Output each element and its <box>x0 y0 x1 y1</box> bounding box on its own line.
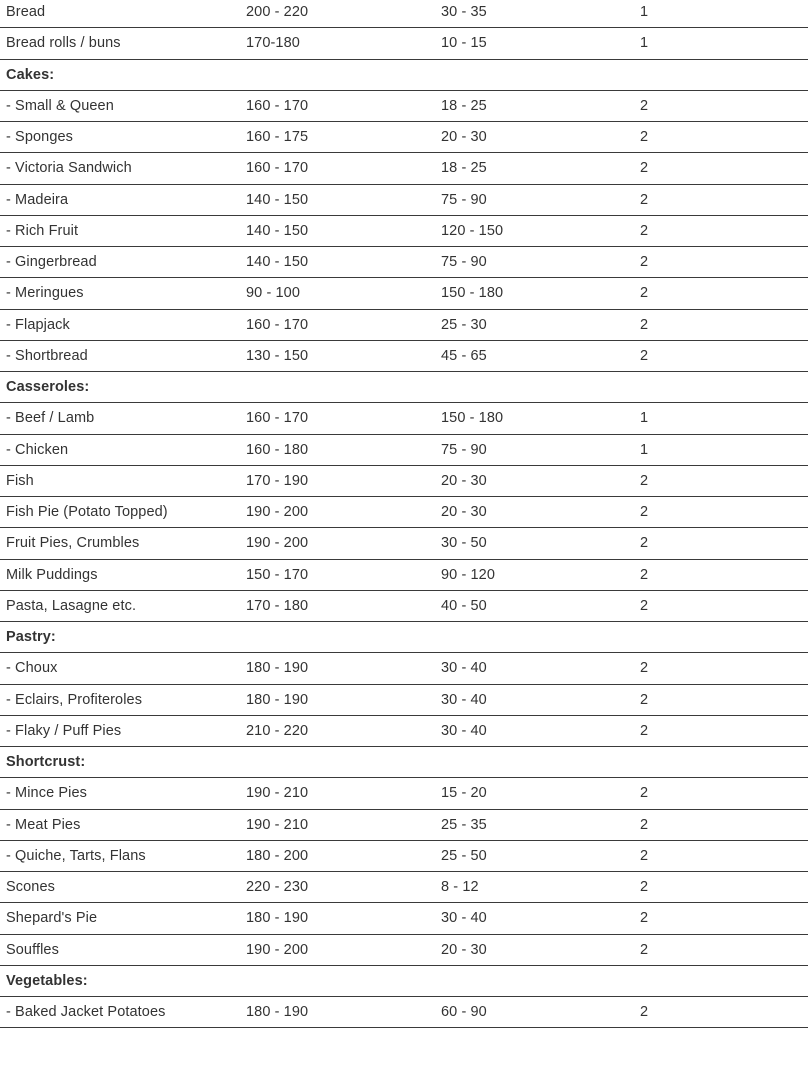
food-name-cell: - Victoria Sandwich <box>6 160 132 177</box>
cooking-time-cell: 90 - 120 <box>441 566 496 583</box>
shelf-position-cell: 2 <box>640 597 649 614</box>
shelf-position-cell: 1 <box>640 4 649 20</box>
cooking-time-cell: 75 - 90 <box>441 441 487 458</box>
table-row <box>0 903 808 934</box>
table-row <box>0 403 808 434</box>
food-name-cell: - Eclairs, Profiteroles <box>6 691 143 708</box>
shelf-position-cell: 2 <box>640 316 649 333</box>
table-row <box>0 28 808 59</box>
table-row <box>0 91 808 122</box>
temperature-cell: 180 - 190 <box>246 691 309 708</box>
table-row <box>0 653 808 684</box>
cooking-time-cell: 30 - 40 <box>441 691 487 708</box>
temperature-cell: 140 - 150 <box>246 254 309 270</box>
shelf-position-cell: 2 <box>640 191 649 208</box>
food-name-cell: - Flapjack <box>6 316 70 333</box>
food-name-cell: Milk Puddings <box>6 566 98 583</box>
shelf-position-cell: 2 <box>640 847 649 864</box>
section-header-row <box>0 60 808 91</box>
shelf-position-cell: 2 <box>640 97 649 114</box>
temperature-cell: 170 - 190 <box>246 472 309 489</box>
cooking-time-cell: 120 - 150 <box>441 222 504 239</box>
cooking-time-cell: 18 - 25 <box>441 160 487 177</box>
food-name-cell: - Baked Jacket Potatoes <box>6 1004 166 1020</box>
temperature-cell: 180 - 190 <box>246 910 309 927</box>
food-name-cell: - Gingerbread <box>6 254 97 270</box>
temperature-cell: 90 - 100 <box>246 285 301 302</box>
section-header-row <box>0 747 808 778</box>
shelf-position-cell: 2 <box>640 722 649 739</box>
cooking-time-cell: 18 - 25 <box>441 97 487 114</box>
temperature-cell: 220 - 230 <box>246 879 309 895</box>
table-row <box>0 716 808 747</box>
table-row <box>0 122 808 153</box>
section-header-row <box>0 372 808 403</box>
food-name-cell: Scones <box>6 879 55 895</box>
cooking-time-cell: 150 - 180 <box>441 285 504 302</box>
shelf-position-cell: 2 <box>640 535 649 552</box>
table-row <box>0 497 808 528</box>
food-name-cell: - Shortbread <box>6 347 88 364</box>
temperature-cell: 160 - 170 <box>246 410 309 427</box>
food-name-cell: - Mince Pies <box>6 785 87 802</box>
temperature-cell: 140 - 150 <box>246 191 309 208</box>
section-header-row <box>0 622 808 653</box>
shelf-position-cell: 1 <box>640 441 649 458</box>
food-name-cell: - Madeira <box>6 191 69 208</box>
cooking-time-cell: 75 - 90 <box>441 254 487 270</box>
temperature-cell: 170 - 180 <box>246 597 309 614</box>
table-row <box>0 216 808 247</box>
shelf-position-cell: 2 <box>640 222 649 239</box>
food-name-cell: Bread <box>6 4 46 20</box>
temperature-cell: 170-180 <box>246 35 300 52</box>
temperature-cell: 150 - 170 <box>246 566 309 583</box>
food-name-cell: Souffles <box>6 941 59 958</box>
temperature-cell: 200 - 220 <box>246 4 309 20</box>
shelf-position-cell: 2 <box>640 660 649 677</box>
shelf-position-cell: 2 <box>640 879 649 895</box>
shelf-position-cell: 2 <box>640 1004 649 1020</box>
shelf-position-cell: 2 <box>640 941 649 958</box>
shelf-position-cell: 2 <box>640 472 649 489</box>
table-row <box>0 935 808 966</box>
temperature-cell: 160 - 180 <box>246 441 309 458</box>
table-row <box>0 185 808 216</box>
cooking-time-cell: 30 - 40 <box>441 660 487 677</box>
section-header-row <box>0 966 808 997</box>
section-heading: Casseroles: <box>6 379 90 395</box>
section-heading: Pastry: <box>6 629 56 645</box>
food-name-cell: - Small & Queen <box>6 97 114 114</box>
food-name-cell: - Rich Fruit <box>6 222 79 239</box>
cooking-time-cell: 20 - 30 <box>441 941 487 958</box>
table-row <box>0 310 808 341</box>
temperature-cell: 130 - 150 <box>246 347 309 364</box>
cooking-time-cell: 45 - 65 <box>441 347 487 364</box>
section-heading: Vegetables: <box>6 972 88 989</box>
shelf-position-cell: 2 <box>640 254 649 270</box>
shelf-position-cell: 2 <box>640 129 649 145</box>
food-name-cell: - Beef / Lamb <box>6 410 95 427</box>
table-row <box>0 435 808 466</box>
food-name-cell: Fruit Pies, Crumbles <box>6 535 140 552</box>
table-row <box>0 685 808 716</box>
shelf-position-cell: 2 <box>640 504 649 520</box>
temperature-cell: 180 - 200 <box>246 847 309 864</box>
table-row <box>0 560 808 591</box>
shelf-position-cell: 1 <box>640 410 649 427</box>
cooking-time-cell: 25 - 35 <box>441 816 487 833</box>
cooking-time-cell: 40 - 50 <box>441 597 487 614</box>
table-row <box>0 778 808 809</box>
temperature-cell: 160 - 170 <box>246 160 309 177</box>
food-name-cell: - Quiche, Tarts, Flans <box>6 847 146 864</box>
cooking-time-cell: 150 - 180 <box>441 410 504 427</box>
cooking-time-cell: 75 - 90 <box>441 191 487 208</box>
temperature-cell: 210 - 220 <box>246 722 309 739</box>
table-row <box>0 997 808 1028</box>
shelf-position-cell: 2 <box>640 566 649 583</box>
cooking-time-cell: 20 - 30 <box>441 129 487 145</box>
temperature-cell: 190 - 200 <box>246 504 309 520</box>
temperature-cell: 180 - 190 <box>246 660 309 677</box>
cooking-time-cell: 30 - 40 <box>441 910 487 927</box>
table-row <box>0 810 808 841</box>
cooking-time-cell: 20 - 30 <box>441 504 487 520</box>
cooking-time-cell: 10 - 15 <box>441 35 487 52</box>
table-row <box>0 0 808 28</box>
shelf-position-cell: 2 <box>640 691 649 708</box>
shelf-position-cell: 2 <box>640 347 649 364</box>
shelf-position-cell: 2 <box>640 816 649 833</box>
temperature-cell: 190 - 200 <box>246 535 309 552</box>
table-row <box>0 841 808 872</box>
food-name-cell: - Meringues <box>6 285 84 302</box>
table-row <box>0 278 808 309</box>
cooking-time-cell: 30 - 50 <box>441 535 487 552</box>
table-row <box>0 591 808 622</box>
shelf-position-cell: 2 <box>640 785 649 802</box>
food-name-cell: Bread rolls / buns <box>6 35 121 52</box>
table-row <box>0 872 808 903</box>
cooking-time-cell: 20 - 30 <box>441 472 487 489</box>
food-name-cell: - Flaky / Puff Pies <box>6 722 122 739</box>
temperature-cell: 140 - 150 <box>246 222 309 239</box>
cooking-time-cell: 30 - 40 <box>441 722 487 739</box>
cooking-time-cell: 30 - 35 <box>441 4 487 20</box>
shelf-position-cell: 2 <box>640 285 649 302</box>
shelf-position-cell: 2 <box>640 160 649 177</box>
table-row <box>0 466 808 497</box>
table-row <box>0 528 808 559</box>
food-name-cell: Fish <box>6 472 34 489</box>
temperature-cell: 190 - 210 <box>246 816 309 833</box>
food-name-cell: Pasta, Lasagne etc. <box>6 597 137 614</box>
food-name-cell: - Meat Pies <box>6 816 81 833</box>
table-row <box>0 341 808 372</box>
food-name-cell: Fish Pie (Potato Topped) <box>6 504 168 520</box>
food-name-cell: - Choux <box>6 660 58 677</box>
temperature-cell: 180 - 190 <box>246 1004 309 1020</box>
cooking-time-cell: 25 - 50 <box>441 847 487 864</box>
section-heading: Cakes: <box>6 66 55 83</box>
shelf-position-cell: 1 <box>640 35 649 52</box>
cooking-time-cell: 25 - 30 <box>441 316 487 333</box>
table-row <box>0 247 808 278</box>
temperature-cell: 160 - 170 <box>246 316 309 333</box>
temperature-cell: 190 - 210 <box>246 785 309 802</box>
section-heading: Shortcrust: <box>6 754 86 770</box>
cooking-time-cell: 60 - 90 <box>441 1004 487 1020</box>
food-name-cell: Shepard's Pie <box>6 910 98 927</box>
shelf-position-cell: 2 <box>640 910 649 927</box>
table-row <box>0 153 808 184</box>
cooking-time-cell: 8 - 12 <box>441 879 479 895</box>
temperature-cell: 190 - 200 <box>246 941 309 958</box>
food-name-cell: - Chicken <box>6 441 69 458</box>
cooking-time-cell: 15 - 20 <box>441 785 487 802</box>
temperature-cell: 160 - 175 <box>246 129 309 145</box>
temperature-cell: 160 - 170 <box>246 97 309 114</box>
food-name-cell: - Sponges <box>6 129 73 145</box>
